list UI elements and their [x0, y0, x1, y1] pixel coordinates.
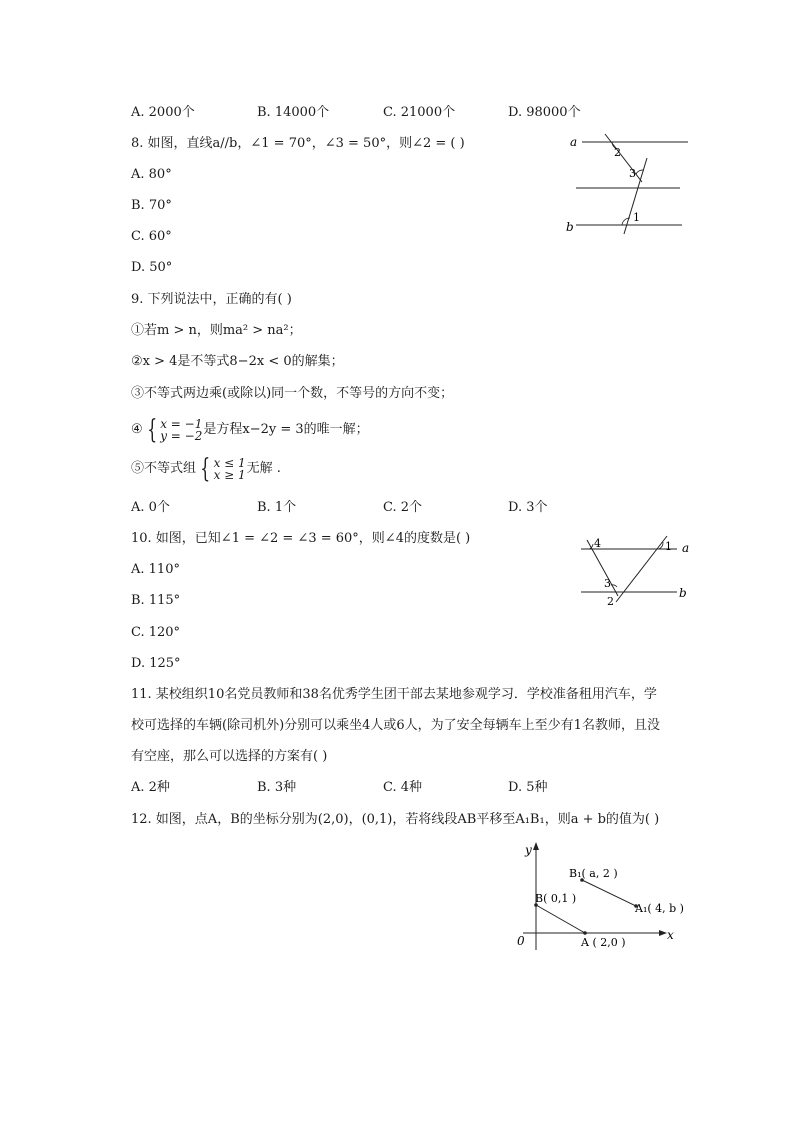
q9-option-d: D. 3个 — [508, 500, 548, 515]
q7-option-c: C. 21000个 — [383, 105, 456, 120]
q9-item-1: ①若m > n，则ma² > na²； — [131, 323, 302, 338]
q10-label-a: a — [682, 541, 690, 555]
q8-label-1: 1 — [633, 211, 640, 224]
q11-line-1: 11. 某校组织10名党员教师和38名优秀学生团干部去某地参观学习．学校准备租用汽车，学 — [131, 687, 657, 702]
q10-label-2: 2 — [607, 595, 614, 608]
q8-stem: 8. 如图，直线a//b，∠1 = 70°，∠3 = 50°，则∠2 = ( ) — [131, 136, 465, 151]
q10-label-1: 1 — [665, 540, 672, 553]
q10-stem: 10. 如图，已知∠1 = ∠2 = ∠3 = 60°，则∠4的度数是( ) — [131, 531, 471, 546]
q11-option-b: B. 3种 — [257, 780, 297, 795]
q8-option-d: D. 50° — [131, 260, 173, 275]
q12-figure — [505, 838, 695, 953]
q10-option-a: A. 110° — [131, 562, 180, 577]
q9-item-5-row1: x ≤ 1 — [213, 456, 246, 470]
q9-stem: 9. 下列说法中，正确的有( ) — [131, 292, 292, 307]
q9-option-c: C. 2个 — [383, 500, 423, 515]
q9-item-5-suffix: 无解 . — [246, 461, 281, 476]
q9-item-5-prefix: ⑤不等式组 — [131, 461, 197, 476]
q10-label-4: 4 — [594, 537, 601, 550]
q10-figure — [575, 530, 700, 610]
q12-label-a: A ( 2,0 ) — [581, 936, 626, 949]
q12-label-b: B( 0,1 ) — [535, 892, 577, 905]
q9-item-4 — [131, 416, 369, 444]
q11-option-c: C. 4种 — [383, 780, 423, 795]
q7-option-a: A. 2000个 — [131, 105, 195, 120]
q11-line-3: 有空座，那么可以选择的方案有( ) — [131, 749, 328, 764]
q9-item-4-row2: y = −2 — [160, 429, 203, 443]
q9-item-4-system — [144, 417, 203, 443]
q12-label-b1: B₁( a, 2 ) — [569, 867, 618, 880]
q12-stem: 12. 如图，点A，B的坐标分别为(2,0)，(0,1)，若将线段AB平移至A₁B₁，则a + b的值为( ) — [131, 812, 660, 827]
q7-option-b: B. 14000个 — [257, 105, 330, 120]
q12-x-axis-label: x — [667, 928, 674, 942]
q11-line-2: 校可选择的车辆(除司机外)分别可以乘坐4人或6人，为了安全每辆车上至少有1名教师，且没 — [131, 718, 660, 733]
brace-icon: { — [200, 454, 211, 484]
q9-item-5 — [131, 454, 281, 484]
q8-label-a: a — [570, 135, 578, 149]
q9-item-3: ③不等式两边乘(或除以)同一个数，不等号的方向不变； — [131, 386, 454, 401]
q8-option-c: C. 60° — [131, 229, 172, 244]
q11-option-a: A. 2种 — [131, 780, 170, 795]
q9-item-4-row1: x = −1 — [160, 417, 203, 431]
q10-option-b: B. 115° — [131, 593, 181, 608]
q8-label-3: 3 — [629, 167, 636, 180]
q12-y-axis-label: y — [525, 843, 532, 857]
q8-option-a: A. 80° — [131, 167, 172, 182]
q9-option-b: B. 1个 — [257, 500, 297, 515]
q8-label-2: 2 — [614, 146, 621, 159]
q10-option-c: C. 120° — [131, 625, 181, 640]
q10-label-b: b — [679, 586, 687, 600]
q11-option-d: D. 5种 — [508, 780, 548, 795]
q9-item-5-row2: x ≥ 1 — [213, 468, 246, 482]
q9-item-2: ②x > 4是不等式8−2x < 0的解集； — [131, 354, 344, 369]
q9-option-a: A. 0个 — [131, 500, 170, 515]
q9-item-4-suffix: 是方程x−2y = 3的唯一解； — [203, 422, 369, 437]
q12-origin-label: 0 — [517, 934, 525, 948]
brace-icon: { — [146, 415, 157, 445]
q12-label-a1: A₁( 4, b ) — [635, 902, 684, 915]
q10-label-3: 3 — [604, 577, 611, 590]
q8-label-b: b — [566, 220, 574, 234]
q7-option-d: D. 98000个 — [508, 105, 581, 120]
q9-item-5-system — [197, 456, 246, 482]
q10-option-d: D. 125° — [131, 656, 181, 671]
q8-option-b: B. 70° — [131, 198, 172, 213]
q9-item-4-prefix: ④ — [131, 422, 143, 437]
q8-figure — [560, 130, 700, 240]
